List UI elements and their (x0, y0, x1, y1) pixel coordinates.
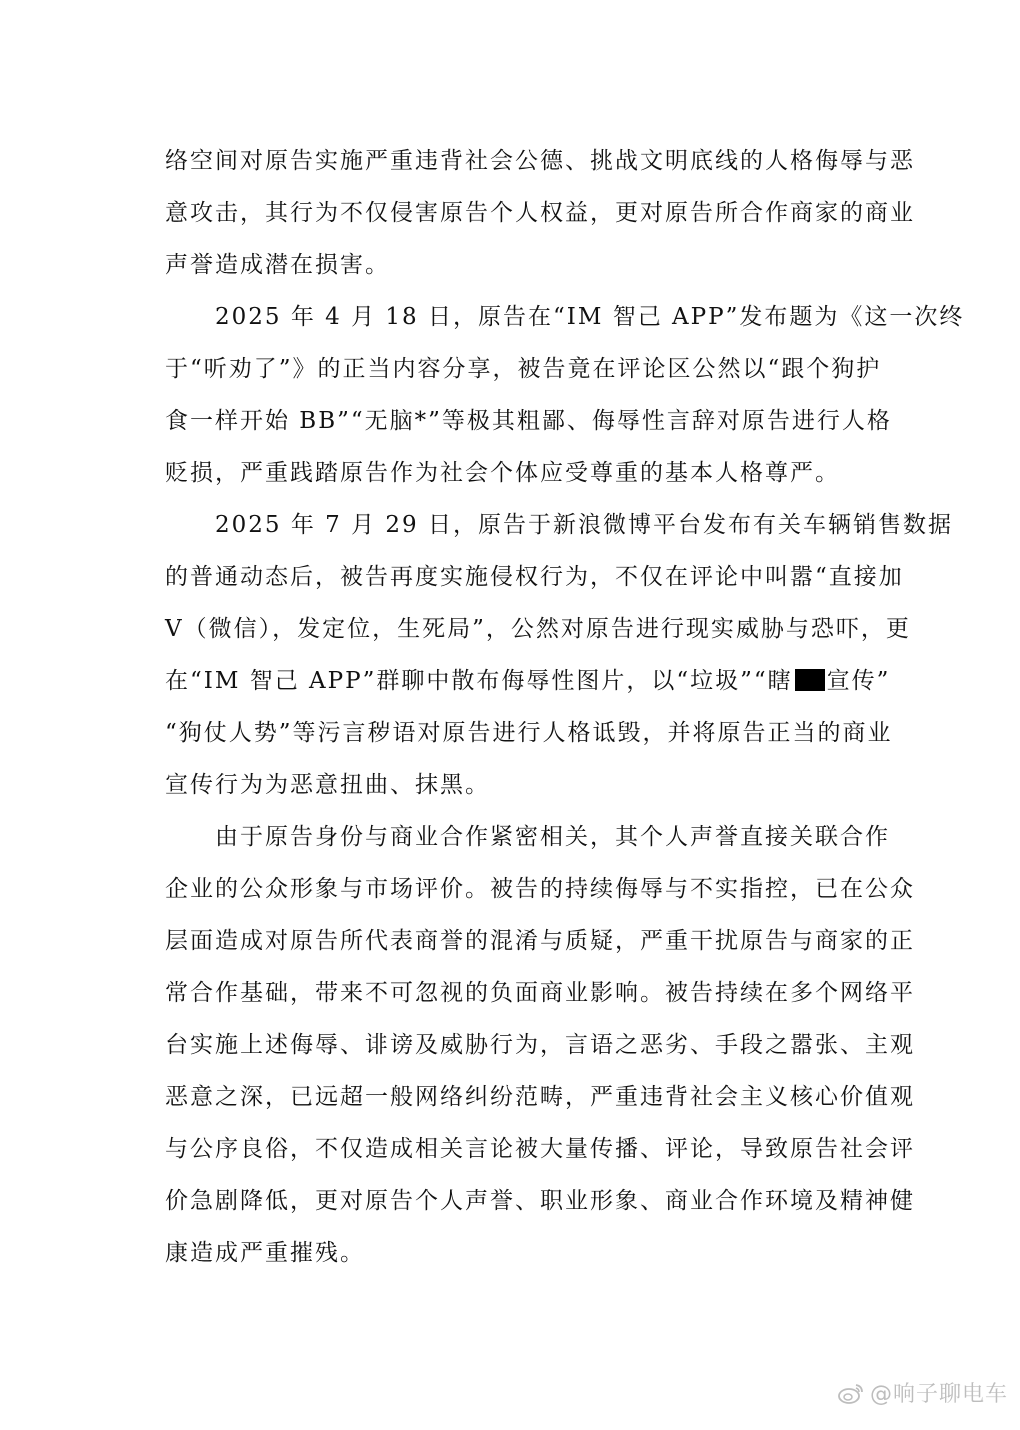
paragraph-4-line-7: 与公序良俗，不仅造成相关言论被大量传播、评论，导致原告社会评 (165, 1136, 915, 1162)
paragraph-2-line-3: 食一样开始 BB”“无脑*”等极其粗鄙、侮辱性言辞对原告进行人格 (165, 408, 892, 434)
paragraph-1-line-2: 意攻击，其行为不仅侵害原告个人权益，更对原告所合作商家的商业 (165, 200, 915, 226)
paragraph-4-line-5: 台实施上述侮辱、诽谤及威胁行为，言语之恶劣、手段之嚣张、主观 (165, 1032, 915, 1058)
paragraph-4-line-8: 价急剧降低，更对原告个人声誉、职业形象、商业合作环境及精神健 (165, 1188, 915, 1214)
paragraph-2-line-2: 于“听劝了”》的正当内容分享，被告竟在评论区公然以“跟个狗护 (165, 356, 882, 382)
paragraph-3-line-4-tail: 宣传” (826, 668, 891, 694)
paragraph-3-line-5: “狗仗人势”等污言秽语对原告进行人格诋毁，并将原告正当的商业 (165, 720, 893, 746)
paragraph-4-line-6: 恶意之深，已远超一般网络纠纷范畴，严重违背社会主义核心价值观 (165, 1084, 915, 1110)
paragraph-3-line-4 (165, 666, 891, 696)
paragraph-3-line-1: 2025 年 7 月 29 日，原告于新浪微博平台发布有关车辆销售数据 (215, 512, 953, 538)
paragraph-2-line-4: 贬损，严重践踏原告作为社会个体应受尊重的基本人格尊严。 (165, 460, 840, 486)
paragraph-3-line-2: 的普通动态后，被告再度实施侵权行为，不仅在评论中叫嚣“直接加 (165, 564, 904, 590)
paragraph-3-line-4-head: 在“IM 智己 APP”群聊中散布侮辱性图片，以“垃圾”“瞎 (165, 668, 793, 694)
paragraph-4-line-2: 企业的公众形象与市场评价。被告的持续侮辱与不实指控，已在公众 (165, 876, 915, 902)
paragraph-1-line-1: 络空间对原告实施严重违背社会公德、挑战文明底线的人格侮辱与恶 (165, 148, 915, 174)
redaction-block (795, 669, 825, 691)
paragraph-4-line-4: 常合作基础，带来不可忽视的负面商业影响。被告持续在多个网络平 (165, 980, 915, 1006)
paragraph-4-line-1: 由于原告身份与商业合作紧密相关，其个人声誉直接关联合作 (215, 824, 890, 850)
paragraph-3-line-6: 宣传行为为恶意扭曲、抹黑。 (165, 772, 490, 798)
paragraph-1-line-3: 声誉造成潜在损害。 (165, 252, 390, 278)
watermark-text: @响子聊电车 (869, 1382, 1008, 1407)
paragraph-4-line-3: 层面造成对原告所代表商誉的混淆与质疑，严重干扰原告与商家的正 (165, 928, 915, 954)
watermark (838, 1377, 1008, 1408)
paragraph-3-line-3: V（微信），发定位，生死局”，公然对原告进行现实威胁与恐吓，更 (165, 616, 911, 642)
paragraph-4-line-9: 康造成严重摧残。 (165, 1240, 365, 1266)
weibo-icon (838, 1382, 864, 1404)
paragraph-2-line-1: 2025 年 4 月 18 日，原告在“IM 智己 APP”发布题为《这一次终 (215, 304, 965, 330)
